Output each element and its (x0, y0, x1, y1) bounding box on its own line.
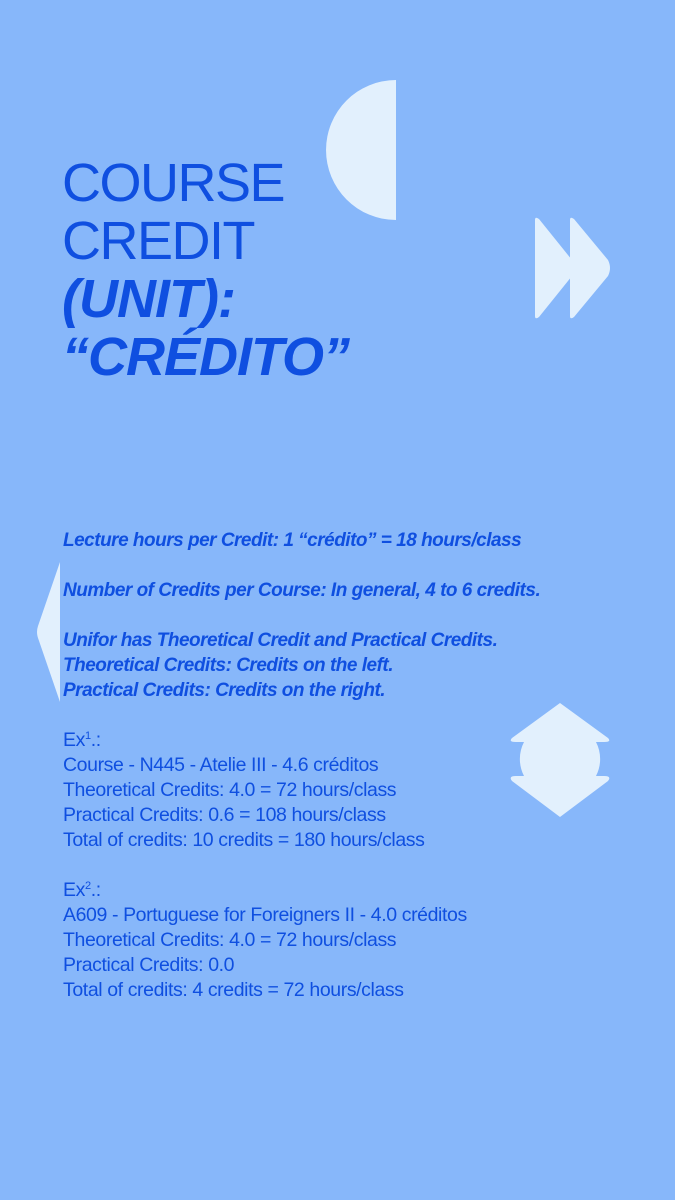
fast-forward-icon (530, 214, 616, 322)
credit-types-text: Unifor has Theoretical Credit and Practical Credits. (63, 630, 498, 651)
example-practical: Practical Credits: 0.0 (63, 954, 235, 976)
theoretical-credits-text: Theoretical Credits: Credits on the left. (63, 655, 393, 676)
example-total: Total of credits: 10 credits = 180 hours/class (63, 829, 425, 851)
example-theoretical: Theoretical Credits: 4.0 = 72 hours/class (63, 779, 397, 801)
practical-credits-text: Practical Credits: Credits on the right. (63, 680, 386, 701)
page-title (62, 154, 349, 386)
example-course: Course - N445 - Atelie III - 4.6 créditos (63, 754, 379, 776)
example-course: A609 - Portuguese for Foreigners II - 4.0 créditos (63, 904, 467, 926)
title-line-4: “CRÉDITO” (62, 327, 350, 387)
lecture-hours-text: Lecture hours per Credit: 1 “crédito” = 18 hours/class (63, 530, 522, 551)
left-triangle-shape (34, 558, 64, 706)
example-label: Ex$^1$.: (63, 729, 101, 751)
example-total: Total of credits: 4 credits = 72 hours/class (63, 979, 404, 1001)
example-1 (63, 728, 663, 853)
credit-info (63, 528, 663, 1003)
title-line-2: CREDIT (62, 211, 254, 271)
example-2 (63, 878, 663, 1003)
example-label: Ex$^2$.: (63, 879, 101, 901)
example-practical: Practical Credits: 0.6 = 108 hours/class (63, 804, 386, 826)
credits-per-course-text: Number of Credits per Course: In general, 4 to 6 credits. (63, 580, 541, 601)
title-line-1: COURSE (62, 153, 285, 213)
title-line-3: (UNIT): (62, 269, 235, 329)
example-theoretical: Theoretical Credits: 4.0 = 72 hours/class (63, 929, 397, 951)
